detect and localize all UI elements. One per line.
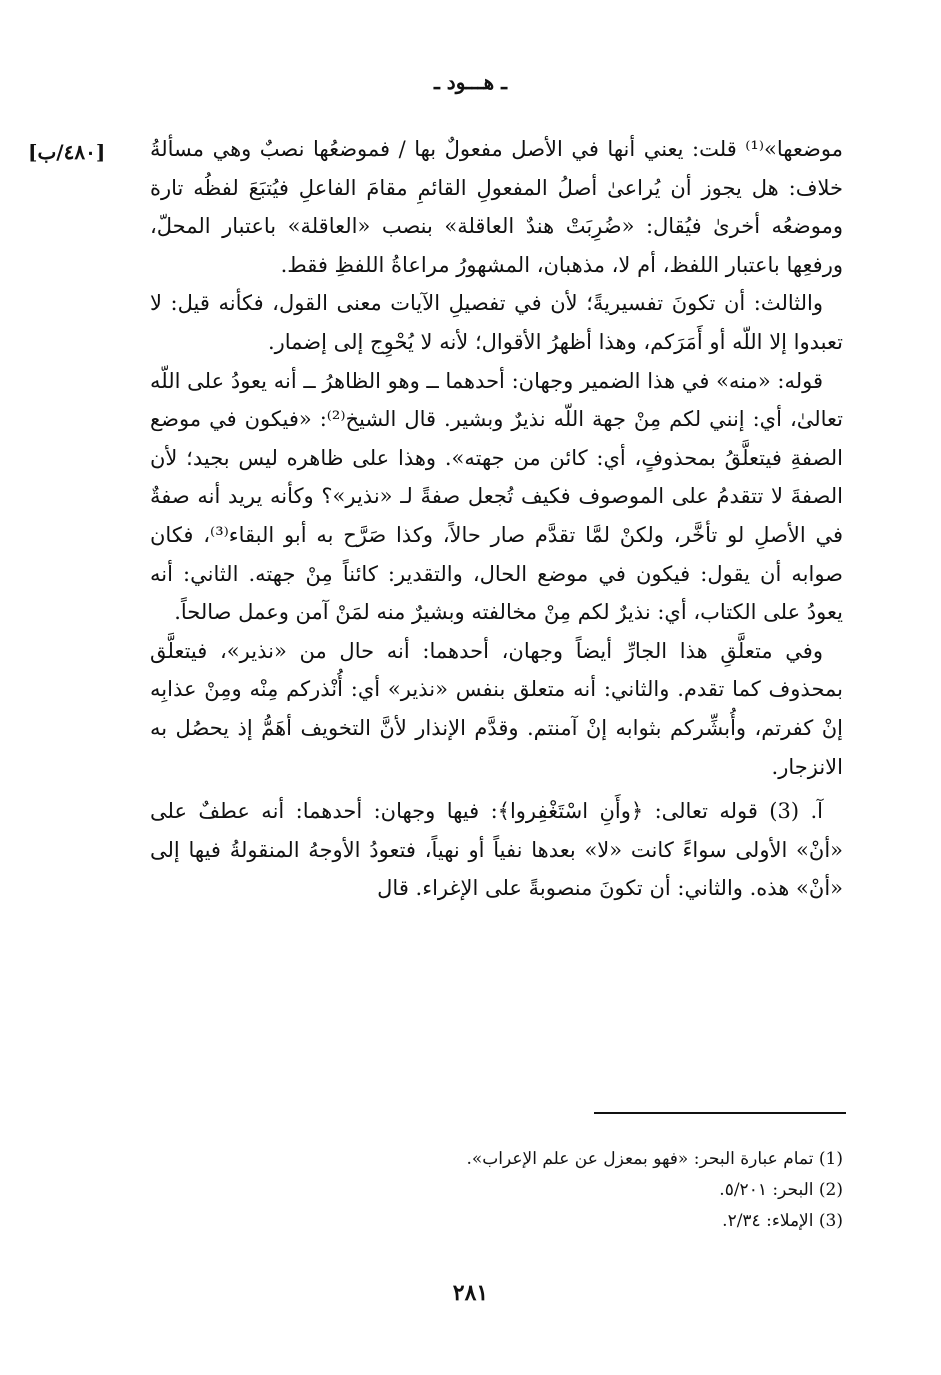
paragraph-4: وفي متعلَّقِ هذا الجارِّ أيضاً وجهان، أحدهما: أنه حال من «نذير»، فيتعلَّق بمحذوف كما تقدم. والثاني: أنه متعلق بنفس «نذير» أي: أُنْذركم مِنْه ومِنْ عذابِه إنْ كفرتم، وأُبشِّركم بثوابه إنْ آمنتم. وقدَّم الإنذار لأنَّ التخويف أهَمُّ إذ يحصُل به الانزجار. xyxy=(150,638,843,779)
page-number: ٢٨١ xyxy=(452,1280,489,1306)
footnote-2: (2) البحر: ٥/٢٠١. xyxy=(719,1180,843,1200)
paragraph-2: والثالث: أن تكونَ تفسيريةً؛ لأن في تفصيلِ الآيات معنى القول، فكأنه قيل: لا تعبدوا إلا اللّه أو أَمَرَكم، وهذا أظهرُ الأقوال؛ لأنه لا يُحْوِج إلى إضمار. xyxy=(150,291,843,354)
manuscript-folio-marker: [٤٨٠/ب] xyxy=(28,140,106,164)
footnote-1: (1) تمام عبارة البحر: «فهو بمعزل عن علم الإعراب». xyxy=(466,1149,843,1169)
paragraph-1: موضعها»⁽¹⁾ قلت: يعني أنها في الأصل مفعولٌ بها / فموضعُها نصبٌ وهي مسألةُ خلاف: هل يجوز أن يُراعىٰ أصلُ المفعولِ القائمِ مقامَ الفاعلِ فيُتبَعَ لفظُه تارة وموضعُه أخرىٰ فيُقال: «ضُرِبَتْ هندٌ العاقلة» بنصب «العاقلة» باعتبار المحلّ، ورفعِها باعتبار اللفظ، أم لا، مذهبان، المشهورُ مراعاةُ اللفظِ فقط. xyxy=(150,137,843,277)
footnotes xyxy=(150,1144,843,1237)
footnote-separator xyxy=(594,1112,846,1114)
paragraph-3: قوله: «منه» في هذا الضمير وجهان: أحدهما ــ وهو الظاهرُ ــ أنه يعودُ على اللّه تعالىٰ، أي: إنني لكم مِنْ جهة اللّه نذيرٌ وبشير. قال الشيخ⁽²⁾: «فيكون في موضع الصفةِ فيتعلَّقُ بمحذوفٍ، أي: كائن من جهته». وهذا على ظاهره ليس بجيد؛ لأن الصفةَ لا تتقدمُ على الموصوف فكيف تُجعل صفةً لـ «نذير»؟ وكأنه يريد أنه صفةٌ في الأصلِ لو تأخَّر، ولكنْ لمَّا تقدَّم صار حالاً، وكذا صَرَّح به أبو البقاء⁽³⁾، فكان صوابه أن يقول: فيكون في موضع الحال، والتقدير: كائناً مِنْ جهته. الثاني: أنه يعودُ على الكتاب، أي: نذيرٌ لكم مِنْ مخالفته وبشيرٌ منه لمَنْ آمن وعمل صالحاً. xyxy=(150,368,843,625)
main-text xyxy=(150,130,843,908)
paragraph-5: آ. (3) قوله تعالى: ﴿وأَنِ اسْتَغْفِروا﴾: فيها وجهان: أحدهما: أنه عطفٌ على «أنْ» الأولى سواءً كانت «لا» بعدها نفياً أو نهياً، فتعودُ الأوجهُ المنقولةُ فيها إلى «أنْ» هذه. والثاني: أن تكونَ منصوبةً على الإغراء. قال xyxy=(150,799,843,901)
running-header: ـ هـــود ـ xyxy=(433,70,507,94)
footnote-3: (3) الإملاء: ٢/٣٤. xyxy=(722,1211,843,1231)
